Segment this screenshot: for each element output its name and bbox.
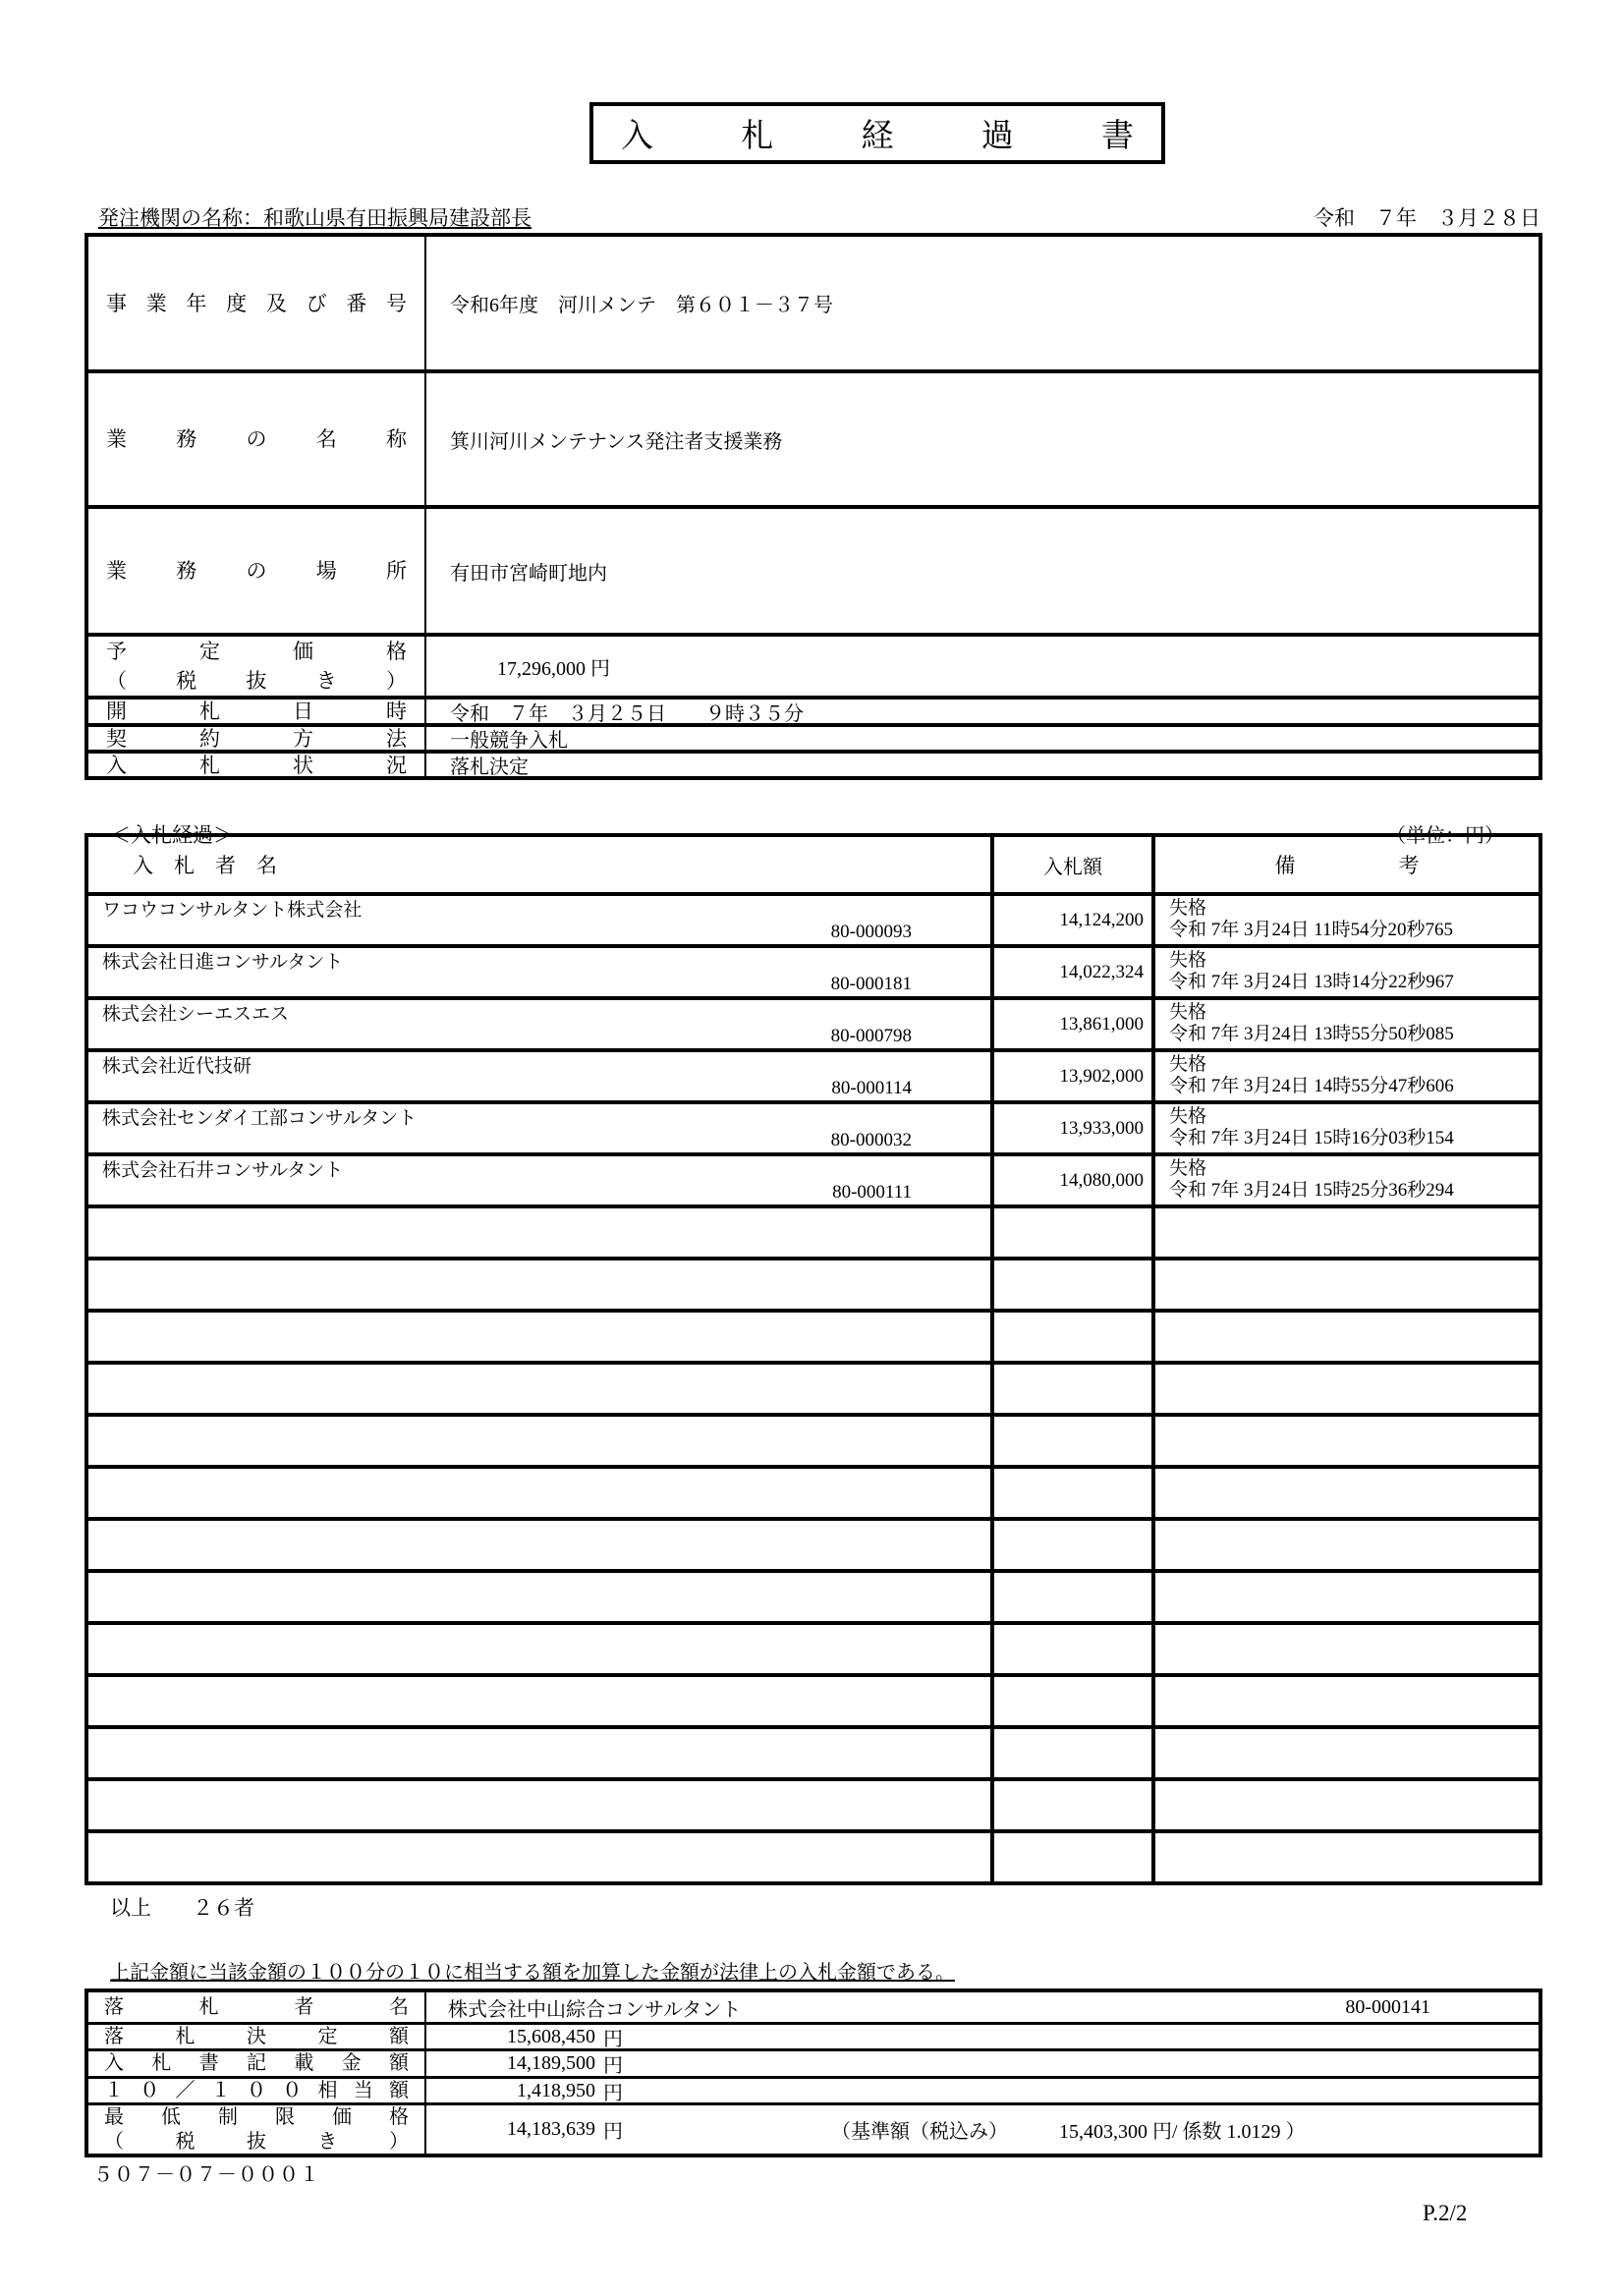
award-row-winner [88,1992,1539,2022]
info-label-line2: （税抜き） [106,669,407,693]
bidder-name: 株式会社センダイ工部コンサルタント [102,1108,418,1129]
info-label-line1: 予定価格 [106,640,407,663]
bidder-id: 80-000114 [831,1078,912,1098]
award-label-line1: 最低制限価格 [104,2105,409,2128]
document-title-box [589,102,1165,164]
bidder-name: 株式会社シーエスエス [102,1004,290,1025]
award-row-decided-amount [88,2022,1539,2048]
bid-amount: 14,080,000 [994,1156,1155,1204]
empty-bid-row [88,1777,1539,1829]
column-header-bidder: 入 札 者 名 [88,837,994,892]
bidder-name: ワコウコンサルタント株式会社 [102,900,363,921]
bid-result: 失格 [1169,1054,1207,1075]
bidder-name: 株式会社近代技研 [102,1056,252,1077]
award-row-bid-sheet-amount [88,2048,1539,2076]
bid-row [88,892,1539,944]
bid-row [88,1048,1539,1100]
info-label: 業務の場所 [106,559,407,583]
info-value: 17,296,000 円 [497,657,610,680]
bidder-total-line: 以上 ２６者 [110,1896,254,1920]
bidder-name: 株式会社石井コンサルタント [102,1160,344,1181]
bidder-id: 80-000798 [830,1026,912,1046]
bid-row [88,1152,1539,1204]
currency-unit: 円 [603,2121,623,2143]
bid-result: 失格 [1169,1158,1207,1179]
award-label-line2: （税抜き） [104,2130,409,2153]
bid-row [88,1100,1539,1152]
empty-bid-row [88,1204,1539,1257]
page-title: 入札経過書 [621,119,1134,154]
winner-name: 株式会社中山綜合コンサルタント [448,1998,742,2021]
info-value: 箕川河川メンテナンス発注者支援業務 [450,430,783,453]
bid-table-body-empty [88,1204,1539,1881]
bid-timestamp: 令和 7年 3月24日 15時16分03秒154 [1169,1128,1454,1148]
bid-row [88,996,1539,1048]
bid-amount: 13,933,000 [994,1104,1155,1152]
award-label: 入札書記載金額 [104,2052,409,2074]
info-row-project-number [88,237,1539,369]
bid-timestamp: 令和 7年 3月24日 11時54分20秒765 [1169,920,1454,940]
bid-amount: 14,022,324 [994,948,1155,996]
empty-bid-row [88,1361,1539,1413]
empty-bid-row [88,1465,1539,1517]
empty-bid-row [88,1569,1539,1621]
award-label: 落札決定額 [104,2025,409,2047]
base-amount-label: （基準額（税込み） [831,2121,1008,2143]
award-amount: 14,183,639 [507,2118,595,2140]
info-value: 一般競争入札 [450,730,568,752]
award-amount: 14,189,500 [507,2052,595,2074]
award-table [84,1988,1542,2157]
award-label: １０／１００相当額 [104,2079,409,2101]
empty-bid-row [88,1413,1539,1465]
info-row-planned-price [88,633,1539,696]
bid-section-heading: ＜入札経過＞ [110,823,234,847]
info-value: 落札決定 [450,756,529,778]
info-label: 業務の名称 [106,427,407,451]
base-amount-value: 15,403,300 円/ 係数 1.0129 ） [1059,2121,1306,2143]
info-value: 有田市宮崎町地内 [450,562,607,585]
empty-bid-row [88,1621,1539,1673]
award-label: 落札者名 [104,1995,409,2018]
info-table [84,233,1542,780]
bidder-id: 80-000181 [830,974,912,994]
info-label: 契約方法 [106,726,407,751]
empty-bid-row [88,1517,1539,1569]
empty-bid-row [88,1309,1539,1361]
award-row-tax-equivalent [88,2076,1539,2102]
bid-result: 失格 [1169,950,1207,971]
info-row-bid-status [88,750,1539,776]
document-control-number: ５０７－０７－０００１ [93,2164,320,2186]
agency-name: 発注機関の名称：和歌山県有田振興局建設部長 [98,206,532,230]
unit-note: （単位：円） [1386,825,1504,847]
info-row-opening-datetime [88,696,1539,723]
award-amount: 1,418,950 [517,2079,595,2101]
empty-bid-row [88,1725,1539,1777]
bid-table [84,833,1542,1885]
bid-table-header [88,837,1539,892]
bid-amount: 13,861,000 [994,1000,1155,1048]
info-value: 令和6年度 河川メンテ 第６０１－３７号 [450,295,833,316]
column-header-amount: 入札額 [994,837,1155,892]
currency-unit: 円 [603,2055,623,2077]
bid-amount: 14,124,200 [994,896,1155,944]
empty-bid-row [88,1829,1539,1881]
bid-amount: 13,902,000 [994,1052,1155,1100]
currency-unit: 円 [603,2082,623,2104]
bidder-id: 80-000032 [830,1130,912,1150]
info-row-contract-method [88,723,1539,750]
bid-result: 失格 [1169,898,1207,919]
info-value: 令和 ７年 ３月２５日 ９時３５分 [450,702,804,725]
bid-timestamp: 令和 7年 3月24日 13時14分22秒967 [1169,972,1454,992]
currency-unit: 円 [603,2028,623,2050]
info-row-work-place [88,505,1539,633]
column-header-remarks: 備 考 [1274,854,1420,877]
bidder-id: 80-000093 [830,922,912,942]
issue-date: 令和 ７年 ３月２８日 [1314,206,1540,230]
info-label: 事業年度及び番号 [106,291,407,315]
winner-id: 80-000141 [1345,1995,1430,2018]
bid-result: 失格 [1169,1106,1207,1127]
award-row-minimum-price [88,2102,1539,2154]
bidder-name: 株式会社日進コンサルタント [102,952,344,973]
legal-note: 上記金額に当該金額の１００分の１０に相当する額を加算した金額が法律上の入札金額である。 [110,1962,955,1984]
award-amount: 15,608,450 [507,2025,595,2047]
empty-bid-row [88,1673,1539,1725]
empty-bid-row [88,1257,1539,1309]
info-row-work-name [88,369,1539,505]
bid-row [88,944,1539,996]
info-label: 開札日時 [106,700,407,723]
bid-result: 失格 [1169,1002,1207,1023]
bidder-id: 80-000111 [832,1182,912,1203]
bid-timestamp: 令和 7年 3月24日 15時25分36秒294 [1169,1180,1454,1201]
bid-timestamp: 令和 7年 3月24日 13時55分50秒085 [1169,1024,1454,1044]
info-label: 入札状況 [106,753,407,777]
page-number: P.2/2 [1423,2201,1468,2225]
bid-timestamp: 令和 7年 3月24日 14時55分47秒606 [1169,1076,1454,1096]
